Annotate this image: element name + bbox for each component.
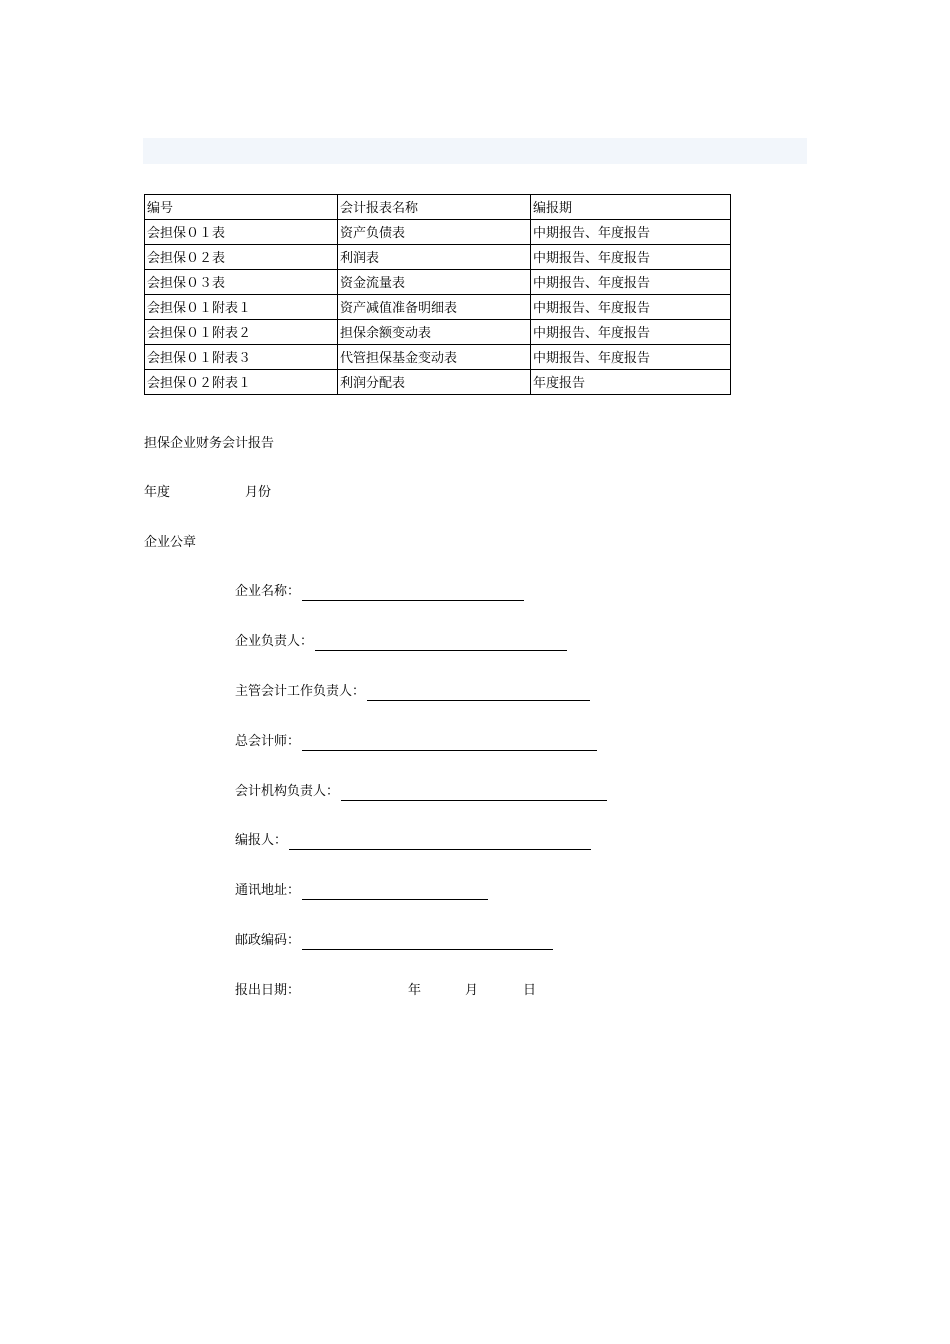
accounting-supervisor-label: 主管会计工作负责人： bbox=[235, 684, 366, 699]
company-seal-label: 企业公章 bbox=[144, 535, 197, 550]
report-name: 利润表 bbox=[338, 245, 531, 270]
report-period: 中期报告、年度报告 bbox=[531, 295, 731, 320]
postal-code-blank bbox=[302, 935, 553, 950]
postal-code-field bbox=[235, 932, 553, 950]
report-period: 中期报告、年度报告 bbox=[531, 270, 731, 295]
company-name-field bbox=[235, 583, 524, 601]
table-row bbox=[145, 245, 731, 270]
report-name: 担保余额变动表 bbox=[338, 320, 531, 345]
column-header-number: 编号 bbox=[145, 195, 338, 220]
year-label: 年度 bbox=[144, 485, 171, 500]
preparer-field bbox=[235, 832, 591, 850]
company-head-blank bbox=[315, 636, 567, 651]
report-title: 担保企业财务会计报告 bbox=[144, 436, 275, 451]
accounting-supervisor-field bbox=[235, 683, 590, 701]
postal-code-label: 邮政编码： bbox=[235, 933, 301, 948]
company-head-field bbox=[235, 633, 567, 651]
table-row bbox=[145, 370, 731, 395]
report-name: 代管担保基金变动表 bbox=[338, 345, 531, 370]
report-list-table bbox=[144, 194, 731, 395]
report-period: 中期报告、年度报告 bbox=[531, 345, 731, 370]
column-header-report-name: 会计报表名称 bbox=[338, 195, 531, 220]
report-period: 中期报告、年度报告 bbox=[531, 220, 731, 245]
table-row bbox=[145, 295, 731, 320]
company-head-label: 企业负责人： bbox=[235, 634, 314, 649]
chief-accountant-blank bbox=[302, 736, 597, 751]
table-row bbox=[145, 320, 731, 345]
report-number: 会担保０２附表１ bbox=[145, 370, 338, 395]
report-name: 资产负债表 bbox=[338, 220, 531, 245]
report-number: 会担保０２表 bbox=[145, 245, 338, 270]
accounting-dept-head-field bbox=[235, 783, 607, 801]
report-name: 资产减值准备明细表 bbox=[338, 295, 531, 320]
month-label: 月份 bbox=[245, 485, 272, 500]
table-row bbox=[145, 345, 731, 370]
accounting-supervisor-blank bbox=[367, 686, 590, 701]
report-name: 资金流量表 bbox=[338, 270, 531, 295]
report-number: 会担保０１表 bbox=[145, 220, 338, 245]
report-number: 会担保０１附表２ bbox=[145, 320, 338, 345]
report-name: 利润分配表 bbox=[338, 370, 531, 395]
report-number: 会担保０１附表１ bbox=[145, 295, 338, 320]
preparer-label: 编报人： bbox=[235, 833, 288, 848]
column-header-period: 编报期 bbox=[531, 195, 731, 220]
table-header-row bbox=[145, 195, 731, 220]
table-row bbox=[145, 220, 731, 245]
chief-accountant-field bbox=[235, 733, 597, 751]
report-period: 年度报告 bbox=[531, 370, 731, 395]
table-row bbox=[145, 270, 731, 295]
preparer-blank bbox=[289, 835, 591, 850]
report-number: 会担保０１附表３ bbox=[145, 345, 338, 370]
address-label: 通讯地址： bbox=[235, 883, 301, 898]
report-period: 中期报告、年度报告 bbox=[531, 320, 731, 345]
address-blank bbox=[302, 885, 488, 900]
report-date-year: 年 bbox=[408, 983, 422, 998]
company-name-label: 企业名称： bbox=[235, 584, 301, 599]
report-period: 中期报告、年度报告 bbox=[531, 245, 731, 270]
chief-accountant-label: 总会计师： bbox=[235, 734, 301, 749]
address-field bbox=[235, 882, 488, 900]
report-number: 会担保０３表 bbox=[145, 270, 338, 295]
company-name-blank bbox=[302, 586, 524, 601]
accounting-dept-head-blank bbox=[341, 786, 607, 801]
report-date-label: 报出日期： bbox=[235, 983, 301, 998]
report-date-month: 月 bbox=[465, 983, 479, 998]
report-date-day: 日 bbox=[523, 983, 537, 998]
header-band bbox=[143, 138, 807, 164]
accounting-dept-head-label: 会计机构负责人： bbox=[235, 784, 340, 799]
